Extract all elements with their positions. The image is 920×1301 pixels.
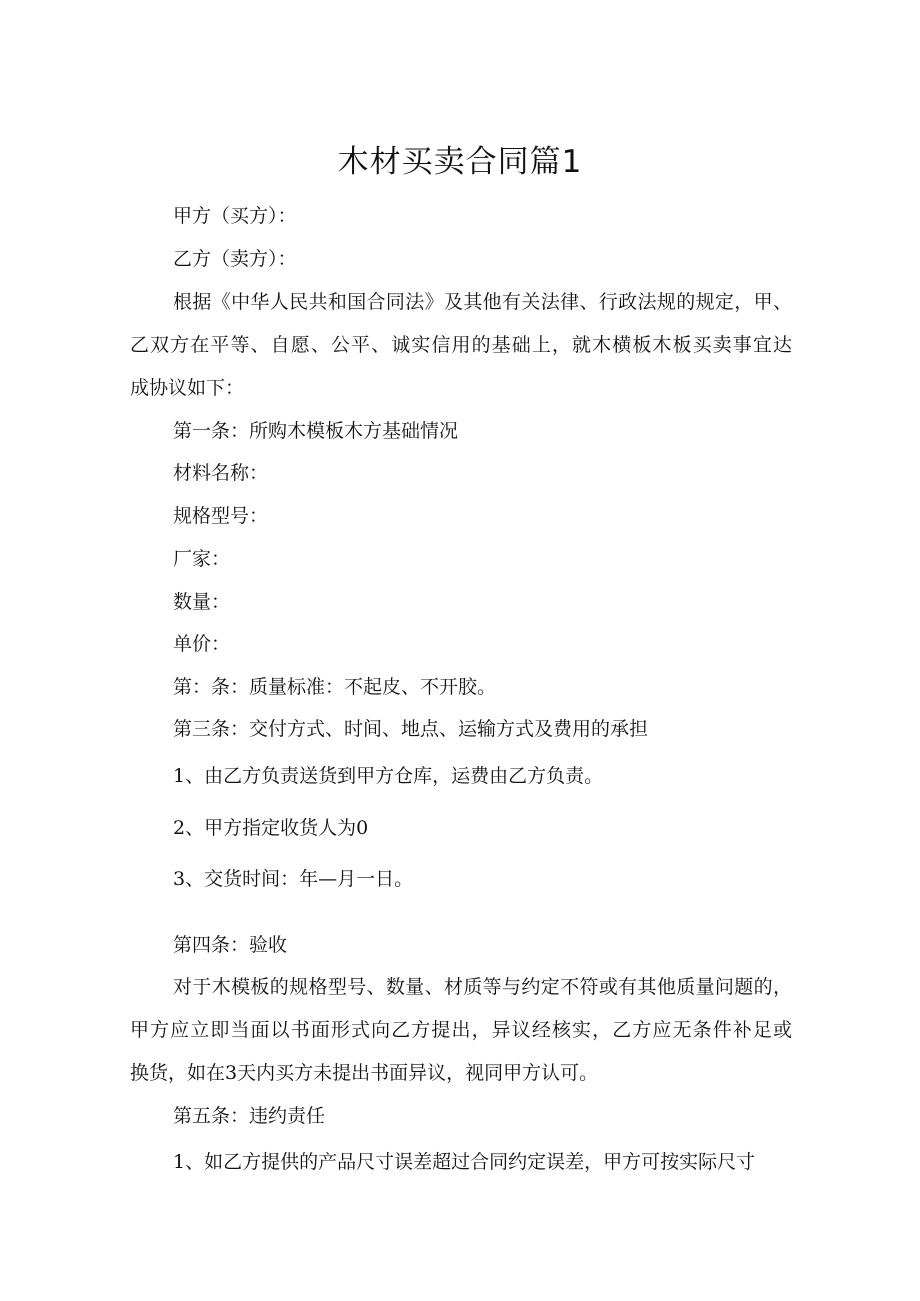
article-4-line-2: 甲方应立即当面以书面形式向乙方提出，异议经核实，乙方应无条件补足或 [130, 1019, 792, 1041]
quantity-field: 数量： [173, 591, 231, 613]
article-4-heading: 第四条：验收 [173, 934, 288, 956]
intro-line-2: 乙双方在平等、自愿、公平、诚实信用的基础上，就木横板木板买卖事宜达 [130, 334, 792, 356]
intro-line-1: 根据《中华人民共和国合同法》及其他有关法律、行政法规的规定，甲、 [173, 291, 792, 313]
manufacturer-field: 厂家： [173, 548, 231, 570]
material-name-field: 材料名称： [173, 462, 269, 484]
article-3-item-3: 3、交货时间：年—月一日。 [173, 868, 414, 890]
article-3-item-2: 2、甲方指定收货人为0 [173, 817, 369, 839]
article-4-line-3: 换货，如在3天内买方未提出书面异议，视同甲方认可。 [130, 1062, 599, 1084]
article-5-item-1: 1、如乙方提供的产品尺寸误差超过合同约定误差，甲方可按实际尺寸 [173, 1151, 756, 1173]
spec-model-field: 规格型号： [173, 505, 269, 527]
document-title: 木材买卖合同篇1 [337, 144, 583, 180]
unit-price-field: 单价： [173, 633, 231, 655]
article-5-heading: 第五条：违约责任 [173, 1105, 326, 1127]
party-b-line: 乙方（卖方）： [173, 248, 297, 270]
article-2-heading: 第：条：质量标准：不起皮、不开胶。 [173, 676, 497, 698]
intro-line-3: 成协议如下： [130, 377, 245, 399]
article-3-heading: 第三条：交付方式、时间、地点、运输方式及费用的承担 [173, 718, 649, 740]
article-3-item-1: 1、由乙方负责送货到甲方仓库，运费由乙方负责。 [173, 765, 604, 787]
party-a-line: 甲方（买方）： [173, 205, 297, 227]
article-4-line-1: 对于木模板的规格型号、数量、材质等与约定不符或有其他质量问题的， [173, 976, 792, 998]
article-1-heading: 第一条：所购木模板木方基础情况 [173, 420, 459, 442]
